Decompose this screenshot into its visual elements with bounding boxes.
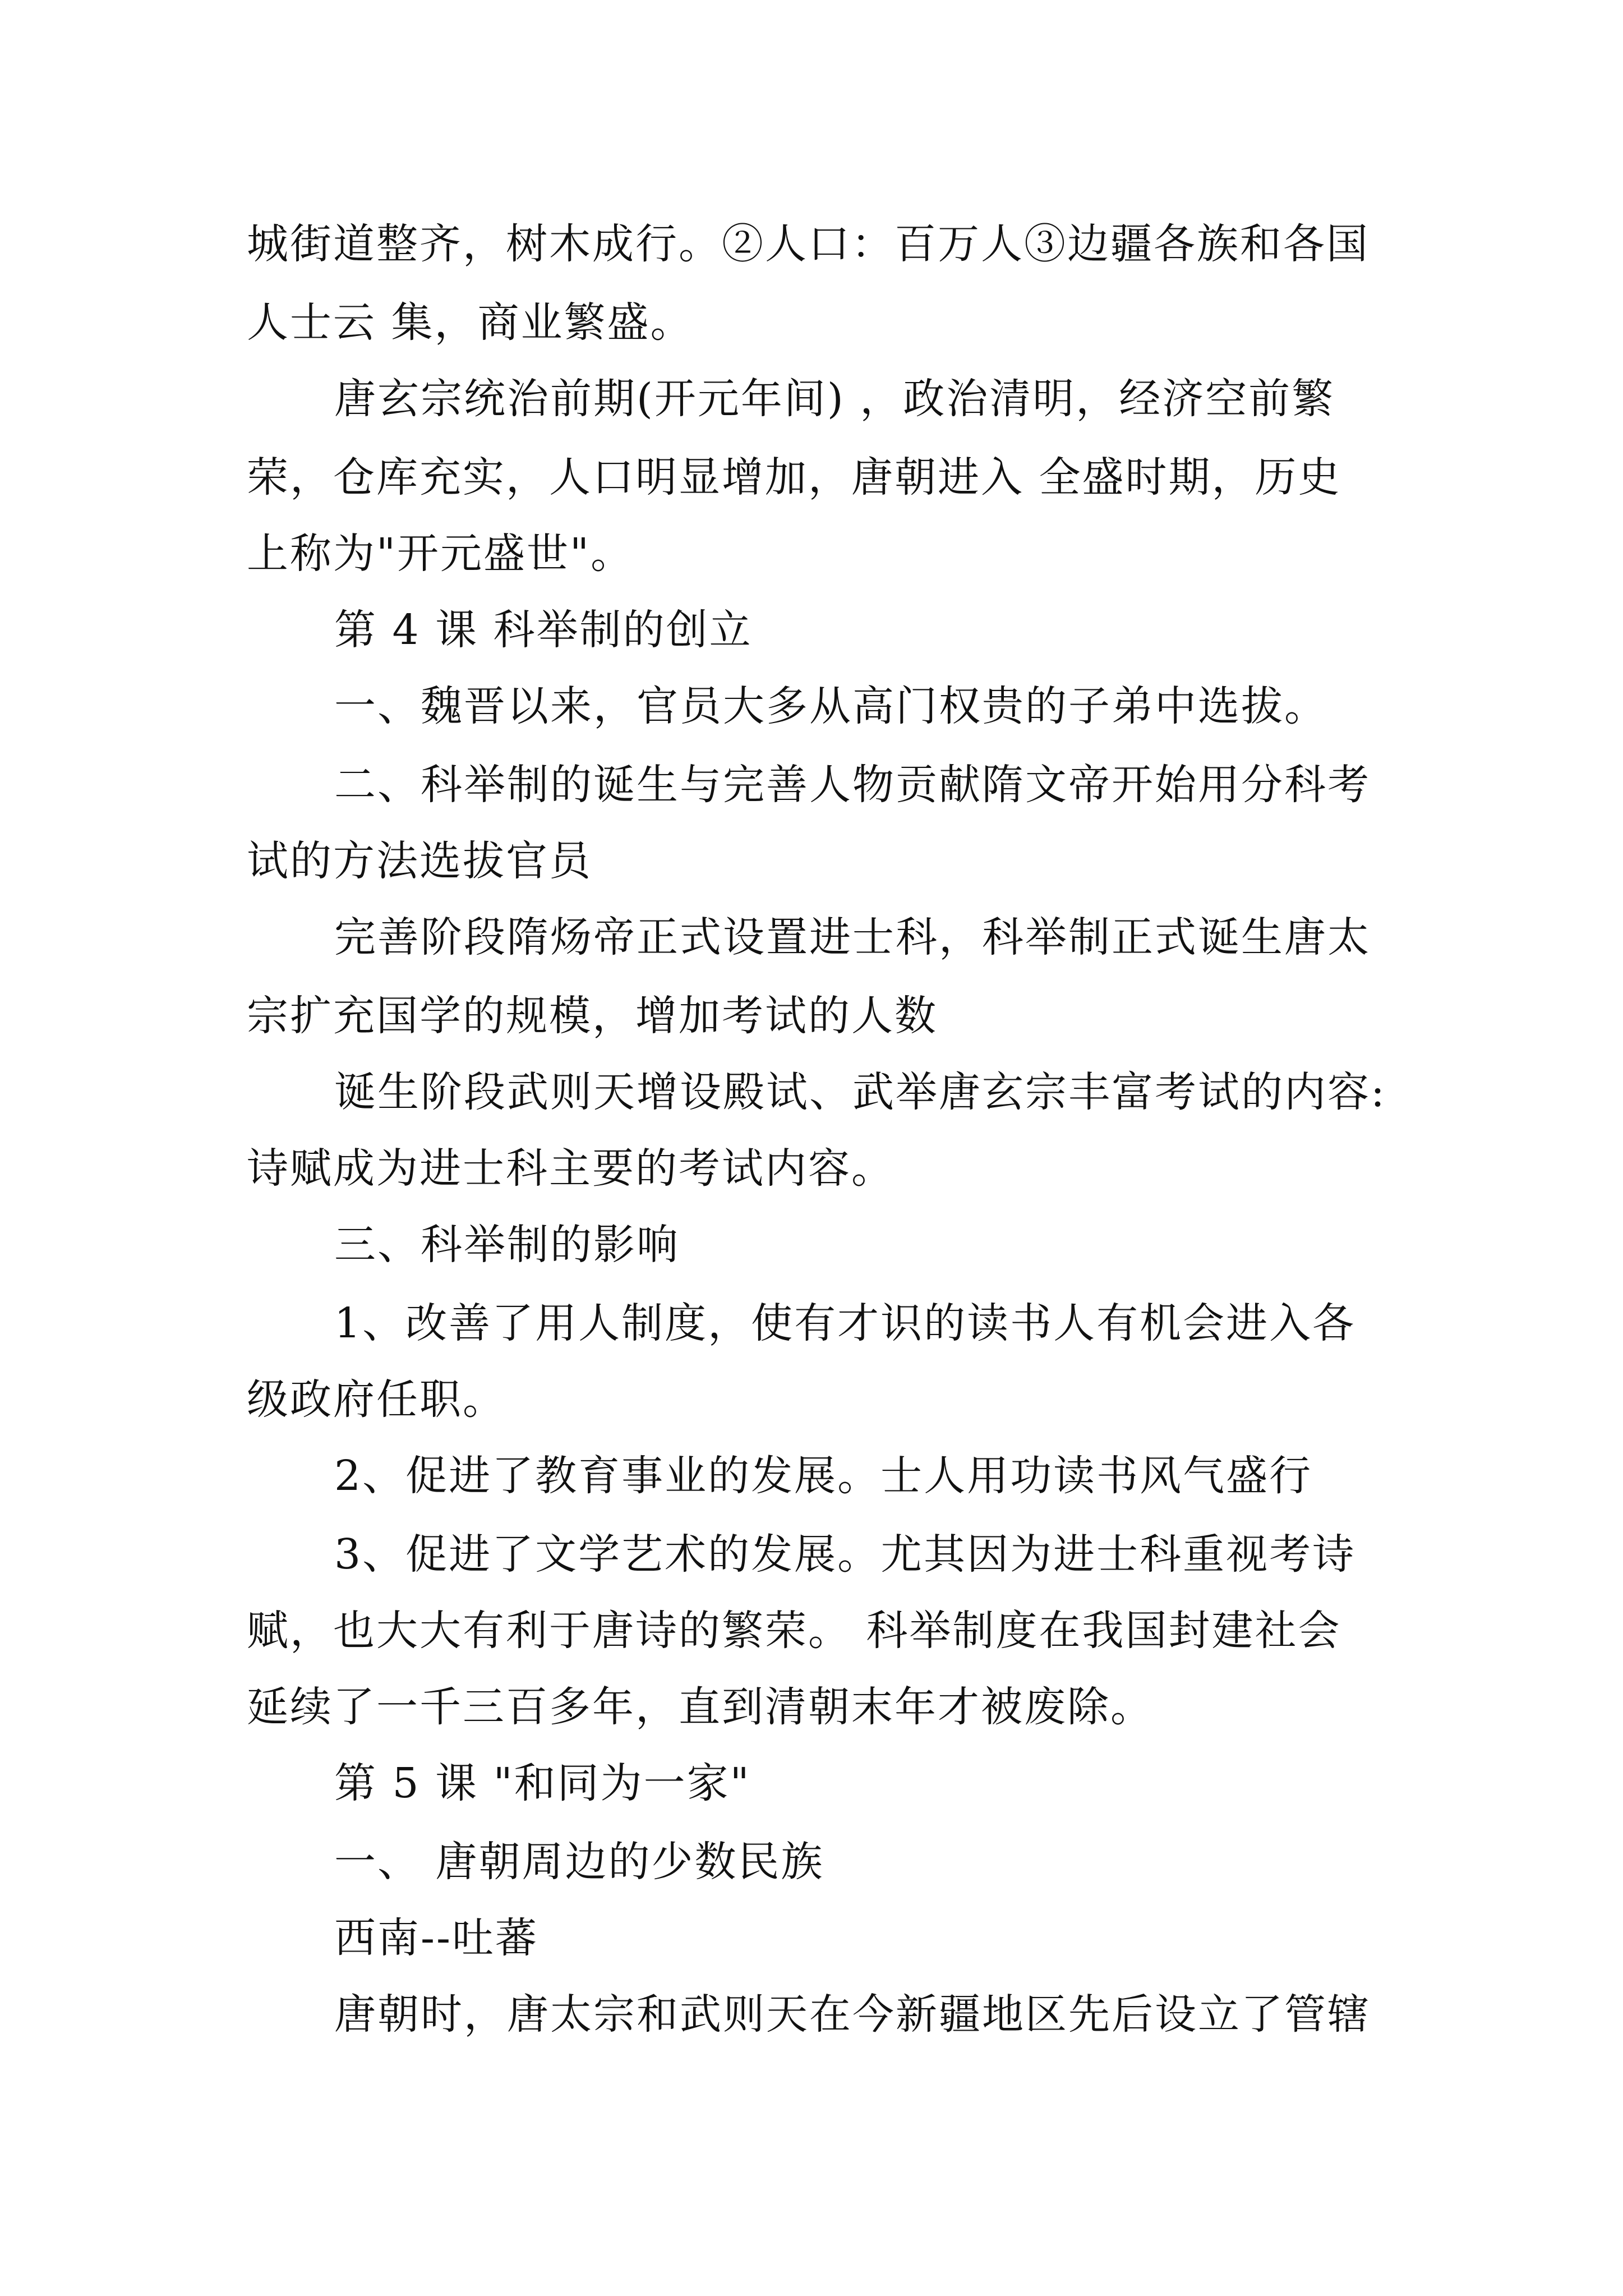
lesson-5-heading: 第 5 课 "和同为一家": [334, 1759, 751, 1807]
lesson-4-heading: 第 4 课 科举制的创立: [334, 606, 753, 654]
text-line-1: 城街道整齐，树木成行。②人口：百万人③边疆各族和各国: [247, 220, 1370, 268]
text-line-2: 人士云 集，商业繁盛。: [247, 298, 694, 347]
text-line-4: 荣，仓库充实，人口明显增加，唐朝进入 全盛时期，历史: [247, 453, 1341, 501]
text-line-18: 3、促进了文学艺术的发展。尤其因为进士科重视考诗: [334, 1530, 1356, 1579]
text-line-12: 诞生阶段武则天增设殿试、武举唐玄宗丰富考试的内容:: [334, 1068, 1386, 1116]
text-line-16: 级政府任职。: [247, 1375, 506, 1424]
text-line-22: 一、 唐朝周边的少数民族: [334, 1838, 824, 1886]
text-line-8: 二、科举制的诞生与完善人物贡献隋文帝开始用分科考: [334, 761, 1371, 809]
text-line-17: 2、促进了教育事业的发展。士人用功读书风气盛行: [334, 1452, 1313, 1500]
text-line-7: 一、魏晋以来，官员大多从高门权贵的子弟中选拔。: [334, 682, 1327, 730]
section-heading-influence: 三、科举制的影响: [334, 1221, 680, 1269]
text-line-13: 诗赋成为进士科主要的考试内容。: [247, 1144, 895, 1193]
text-line-5: 上称为"开元盛世"。: [247, 530, 634, 578]
text-line-23: 西南--吐蕃: [334, 1914, 539, 1962]
text-line-9: 试的方法选拔官员: [247, 837, 592, 885]
text-line-24: 唐朝时，唐太宗和武则天在今新疆地区先后设立了管辖: [334, 1990, 1371, 2039]
text-line-15: 1、改善了用人制度，使有才识的读书人有机会进入各: [334, 1299, 1356, 1347]
text-line-10: 完善阶段隋炀帝正式设置进士科，科举制正式诞生唐太: [334, 913, 1371, 961]
text-line-19: 赋，也大大有利于唐诗的繁荣。 科举制度在我国封建社会: [247, 1607, 1341, 1655]
text-line-11: 宗扩充国学的规模，增加考试的人数: [247, 992, 938, 1040]
text-line-3: 唐玄宗统治前期(开元年间) ，政治清明，经济空前繁: [334, 375, 1335, 423]
text-line-20: 延续了一千三百多年，直到清朝末年才被废除。: [247, 1683, 1154, 1731]
